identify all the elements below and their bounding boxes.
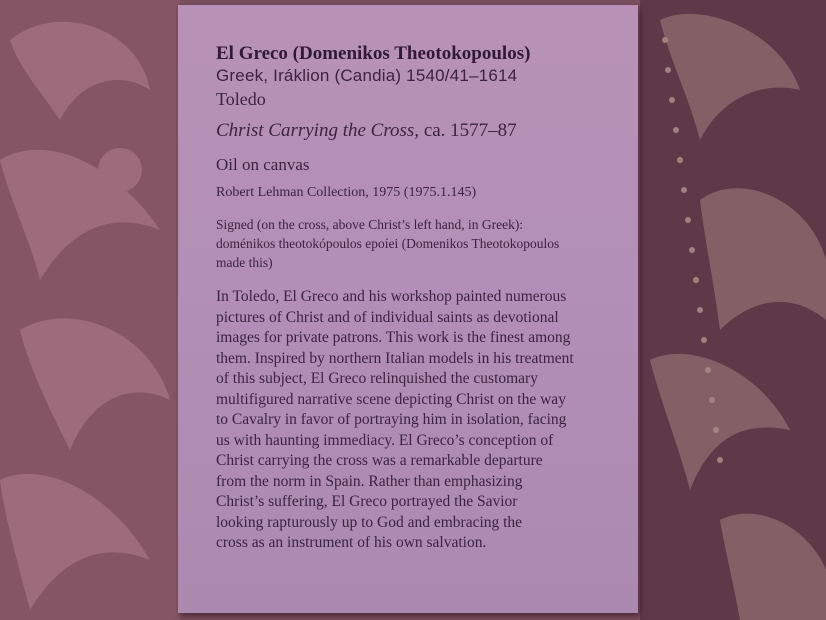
description-line: of this subject, El Greco relinquished the customary: [216, 370, 538, 387]
artist-nationality-dates: Greek, Iráklion (Candia) 1540/41–1614: [216, 66, 518, 85]
signature-inscription: [216, 215, 559, 272]
description-line: to Cavalry in favor of portraying him in isolation, facing: [216, 411, 567, 428]
museum-wall-label: [178, 5, 638, 613]
artist-place: Toledo: [216, 89, 266, 109]
description-line: them. Inspired by northern Italian models in his treatment: [216, 349, 574, 367]
description-line: Christ carrying the cross was a remarkable departure: [216, 452, 543, 469]
description-line: Christ’s suffering, El Greco portrayed the Savior: [216, 493, 518, 510]
signature-line: doménikos theotokópoulos epoíei (Domenikos Theotokopoulos: [216, 236, 560, 251]
artwork-title: Christ Carrying the Cross,: [216, 120, 420, 141]
description-line: looking rapturously up to God and embracing the: [216, 513, 523, 531]
description-line: In Toledo, El Greco and his workshop painted numerous: [216, 288, 567, 305]
description-line: multifigured narrative scene depicting Christ on the way: [216, 390, 566, 408]
description-line: pictures of Christ and of individual saints as devotional: [216, 308, 559, 326]
artwork-date: ca. 1577–87: [419, 120, 517, 141]
artist-name: El Greco (Domenikos Theotokopoulos): [216, 43, 531, 64]
artwork-medium: Oil on canvas: [216, 155, 310, 174]
credit-line: Robert Lehman Collection, 1975 (1975.1.145): [216, 185, 477, 200]
artwork-title-line: [216, 120, 517, 142]
signature-line: Signed (on the cross, above Christ’s left hand, in Greek):: [216, 217, 524, 232]
description-line: cross as an instrument of his own salvation.: [216, 534, 487, 551]
description-paragraph: [216, 287, 574, 554]
description-line: us with haunting immediacy. El Greco’s conception of: [216, 431, 554, 449]
description-line: images for private patrons. This work is the finest among: [216, 329, 571, 346]
signature-line: made this): [216, 255, 273, 270]
description-line: from the norm in Spain. Rather than emphasizing: [216, 472, 523, 490]
